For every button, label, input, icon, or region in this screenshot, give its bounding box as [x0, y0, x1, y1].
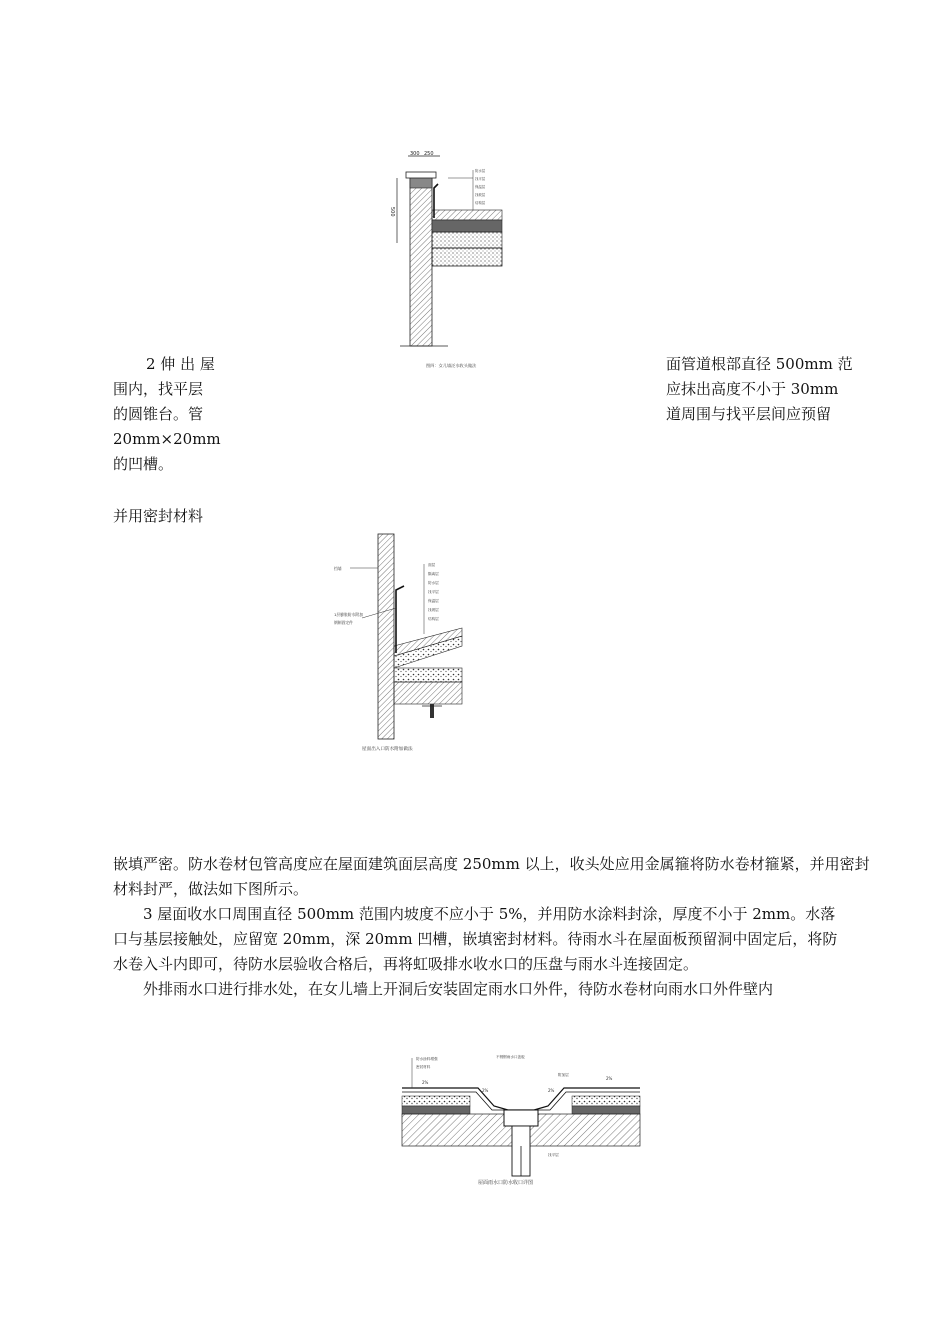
- sec2-left-line-3: 的圆锥台。管: [113, 405, 204, 423]
- fig1-dim-2: 250: [424, 151, 434, 157]
- fig3-label-3: 不锈钢雨水口盖板: [496, 1055, 525, 1059]
- fig2-right-label-7: 结构层: [428, 617, 439, 621]
- sec2-right-line-2: 应抹出高度不小于 30mm: [666, 380, 839, 398]
- fig2-right-label-1: 面层: [428, 563, 436, 567]
- sec2-tail: 并用密封材料: [113, 507, 204, 525]
- sec2-left-line-5: 的凹槽。: [113, 455, 174, 473]
- fig2-right-label-3: 防水层: [428, 581, 439, 585]
- body-paragraph-3: 外排雨水口进行排水处，在女儿墙上开洞后安装固定雨水口外件，待防水卷材向雨水口外件壁内: [143, 980, 774, 998]
- fig2-right-label-2: 隔离层: [428, 572, 439, 576]
- fig3-label-2: 密封材料: [416, 1065, 431, 1069]
- fig1-dim-3: 500: [389, 207, 395, 217]
- fig3-label-1: 防水涂料增强: [416, 1057, 438, 1061]
- fig2-right-label-4: 找平层: [428, 590, 439, 594]
- fig3-caption: 屋面雨水口防水收口详图: [478, 1180, 534, 1186]
- fig3-slope-1: 2%: [422, 1080, 429, 1085]
- figure-parapet-detail: [388, 148, 508, 373]
- fig2-caption: 屋面出入口防水附加做法: [362, 747, 413, 752]
- fig1-label-5: 结构层: [475, 201, 486, 205]
- fig3-slope-4: 2%: [606, 1076, 613, 1081]
- fig2-left-label-1: 挡墙: [334, 566, 342, 571]
- figure-rain-outlet-detail: [398, 1050, 644, 1190]
- fig2-left-label-3: 钢制固定件: [334, 620, 353, 625]
- figure-roof-access-detail: [332, 528, 482, 756]
- body-paragraph-1: 嵌填严密。防水卷材包管高度应在屋面建筑面层高度 250mm 以上，收头处应用金属箍将防水卷材箍紧，并用密封材料封严，做法如下图所示。: [113, 855, 870, 898]
- fig3-slope-3: 2%: [548, 1088, 555, 1093]
- fig3-slope-2: 2%: [482, 1088, 489, 1093]
- fig3-label-5: 找平层: [548, 1153, 559, 1157]
- fig1-label-3: 保温层: [475, 185, 486, 189]
- sec2-left-line-2: 围内，找平层: [113, 380, 204, 398]
- fig2-right-label-5: 保温层: [428, 599, 439, 603]
- fig1-label-1: 防水层: [475, 169, 486, 173]
- fig3-label-4: 附加层: [558, 1073, 569, 1077]
- fig1-dim-1: 300: [410, 151, 420, 157]
- body-paragraph-2: 3 屋面收水口周围直径 500mm 范围内坡度不应小于 5%，并用防水涂料封涂，厚度不小于 2mm。水落口与基层接触处，应留宽 20mm，深 20mm 凹槽，嵌填密封材料。待雨水斗在屋面板预留洞中固定后，将防水卷入斗内即可，待防水层验收合格后，再将虹吸排水收水口的压盘与雨水斗连接固定。: [113, 905, 838, 973]
- fig2-left-label-2: 1层膨胀防水附加: [334, 612, 363, 617]
- sec2-left-line-4: 20mm×20mm: [113, 430, 221, 448]
- fig1-caption: 图四：女儿墙泛水收头做法: [426, 363, 477, 368]
- fig1-label-2: 找平层: [475, 177, 486, 181]
- sec2-right-line-3: 道周围与找平层间应预留: [666, 405, 832, 423]
- fig1-label-4: 找坡层: [475, 193, 486, 197]
- sec2-left-line-1: 2 伸 出 屋: [146, 355, 215, 373]
- fig2-right-label-6: 找坡层: [428, 608, 439, 612]
- sec2-right-line-1: 面管道根部直径 500mm 范: [666, 355, 853, 373]
